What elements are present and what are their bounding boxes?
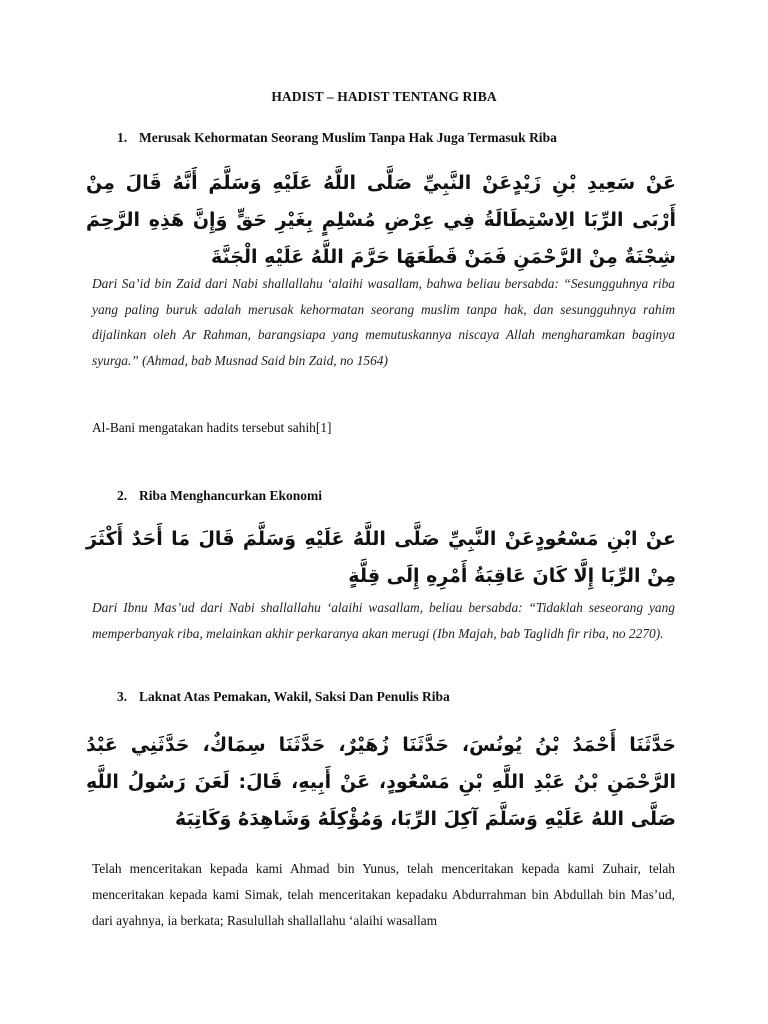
- section-heading-text-3: Laknat Atas Pemakan, Wakil, Saksi Dan Penulis Riba: [139, 689, 450, 704]
- section-number-3: 3.: [117, 689, 128, 704]
- document-title: HADIST – HADIST TENTANG RIBA: [271, 89, 497, 104]
- section-heading-text-2: Riba Menghancurkan Ekonomi: [139, 488, 323, 503]
- section-heading-1: [117, 130, 557, 146]
- translation-1: Dari Sa’id bin Zaid dari Nabi shallallahu ‘alaihi wasallam, bahwa beliau bersabda: “Sesungguhnya riba yang paling buruk adalah merusak kehormatan seorang muslim tanpa hak, dan sesungguhnya rahim dijalinkan oleh Ar Rahman, barangsiapa yang memutuskannya niscaya Allah mengharamkan baginya syurga.” (Ahmad, bab Musnad Said bin Zaid, no 1564): [92, 276, 675, 368]
- arabic-hadith-1: عَنْ سَعِيدِ بْنِ زَيْدٍعَنْ النَّبِيِّ صَلَّى اللَّهُ عَلَيْهِ وَسَلَّمَ أَنَّهُ قَالَ مِنْ أَرْبَى الرِّبَا الِاسْتِطَالَةُ فِي عِرْضِ مُسْلِمٍ بِغَيْرِ حَقٍّ وَإِنَّ هَذِهِ الرَّحِمَ شِجْنَةٌ مِنْ الرَّحْمَنِ فَمَنْ قَطَعَهَا حَرَّمَ اللَّهُ عَلَيْهِ الْجَنَّةَ: [86, 172, 676, 268]
- translation-2: Dari Ibnu Mas’ud dari Nabi shallallahu ‘alaihi wasallam, beliau bersabda: “Tidaklah seseorang yang memperbanyak riba, melainkan akhir perkaranya akan merugi (Ibn Majah, bab Taglidh fir riba, no 2270).: [92, 600, 675, 641]
- section-number-1: 1.: [117, 130, 128, 145]
- section-heading-text-1: Merusak Kehormatan Seorang Muslim Tanpa Hak Juga Termasuk Riba: [139, 130, 557, 145]
- arabic-hadith-2: عنْ ابْنِ مَسْعُودٍعَنْ النَّبِيِّ صَلَّى اللَّهُ عَلَيْهِ وَسَلَّمَ قَالَ مَا أَحَدٌ أَكْثَرَ مِنْ الرِّبَا إِلَّا كَانَ عَاقِبَةُ أَمْرِهِ إِلَى قِلَّةٍ: [86, 528, 676, 587]
- translation-3: Telah menceritakan kepada kami Ahmad bin Yunus, telah menceritakan kepada kami Zuhair, telah menceritakan kepada kami Simak, telah menceritakan kepadaku Abdurrahman bin Abdullah bin Mas’ud, dari ayahnya, ia berkata; Rasulullah shallallahu ‘alaihi wasallam: [92, 861, 675, 928]
- arabic-hadith-3: حَدَّثَنَا أَحْمَدُ بْنُ يُونُسَ، حَدَّثَنَا زُهَيْرٌ، حَدَّثَنَا سِمَاكٌ، حَدَّثَنِي عَبْدُ الرَّحْمَنِ بْنُ عَبْدِ اللَّهِ بْنِ مَسْعُودٍ، عَنْ أَبِيهِ، قَالَ: لَعَنَ رَسُولُ اللَّهِ صَلَّى اللهُ عَلَيْهِ وَسَلَّمَ آكِلَ الرِّبَا، وَمُؤْكِلَهُ وَشَاهِدَهُ وَكَاتِبَهُ: [86, 734, 676, 830]
- hadith-grading-note: Al-Bani mengatakan hadits tersebut sahih[1]: [92, 420, 332, 435]
- section-heading-3: [117, 689, 450, 705]
- section-heading-2: [117, 488, 322, 504]
- section-number-2: 2.: [117, 488, 128, 503]
